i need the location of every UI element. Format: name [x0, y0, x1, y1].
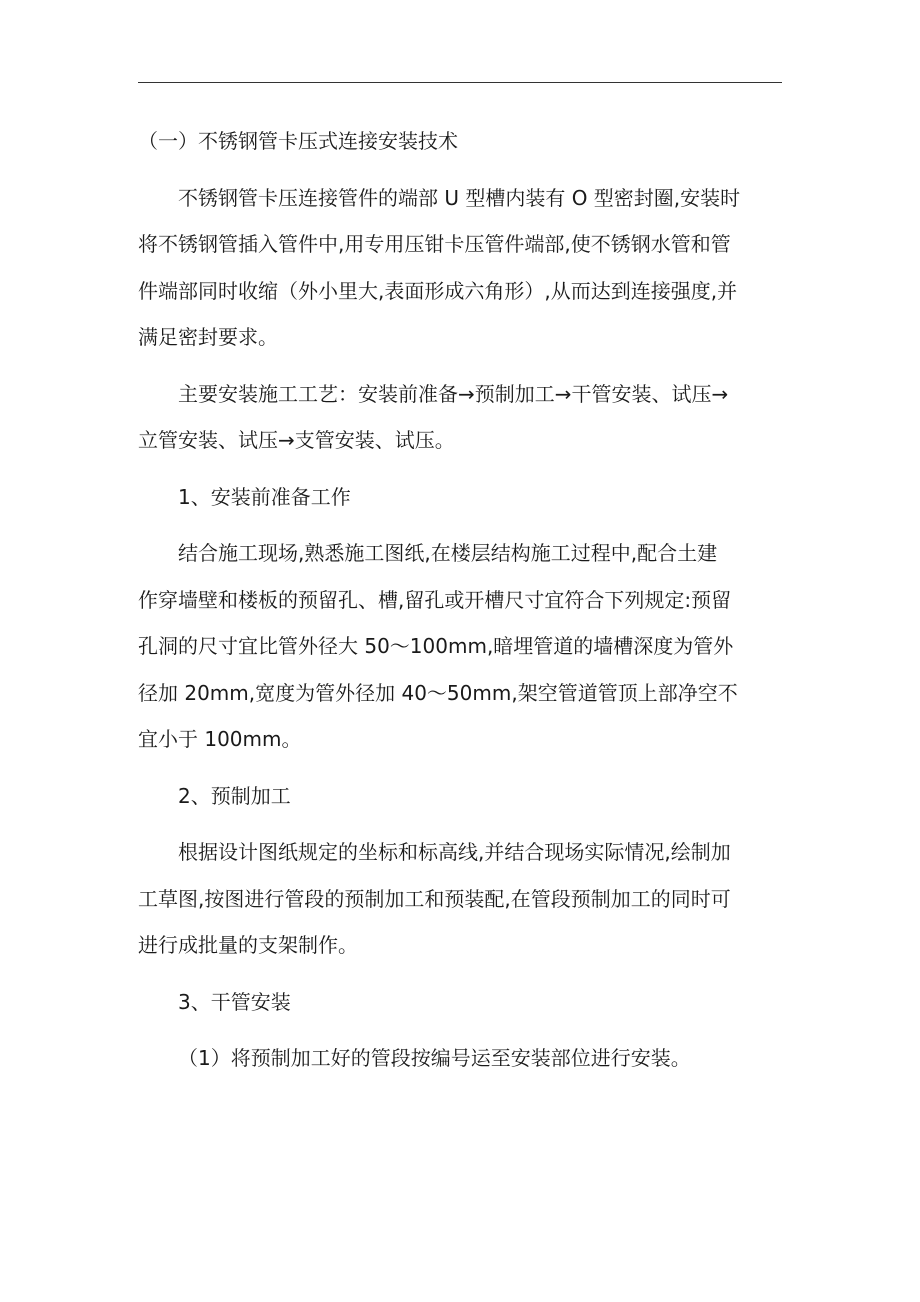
paragraph-line: 进行成批量的支架制作。 — [138, 933, 358, 957]
paragraph-line: 作穿墙壁和楼板的预留孔、槽,留孔或开槽尺寸宜符合下列规定:预留 — [138, 587, 732, 612]
paragraph-line: 件端部同时收缩（外小里大,表面形成六角形）,从而达到连接强度,并 — [138, 278, 738, 303]
document-heading: （一）不锈钢管卡压式连接安装技术 — [138, 129, 458, 153]
paragraph-gap — [138, 819, 786, 829]
paragraph-line: 满足密封要求。 — [138, 325, 278, 349]
paragraph-line: 孔洞的尺寸宜比管外径大 50～100mm,暗埋管道的墙槽深度为管外 — [138, 634, 734, 658]
section-title: 2、预制加工 — [178, 783, 291, 808]
paragraph-line: 立管安装、试压→支管安装、试压。 — [138, 428, 455, 452]
paragraph-line: 宜小于 100mm。 — [138, 727, 302, 751]
paragraph-line: 工草图,按图进行管段的预制加工和预装配,在管段预制加工的同时可 — [138, 886, 731, 911]
document-body — [138, 118, 786, 1082]
header-rule — [138, 82, 782, 83]
section-title: 1、安装前准备工作 — [178, 484, 351, 509]
paragraph-line: 根据设计图纸规定的坐标和标高线,并结合现场实际情况,绘制加 — [178, 840, 731, 864]
paragraph-gap — [138, 361, 786, 371]
paragraph-line: 不锈钢管卡压连接管件的端部 U 型槽内装有 O 型密封圈,安装时 — [178, 185, 741, 210]
paragraph-gap — [138, 464, 786, 474]
paragraph-gap — [138, 969, 786, 979]
paragraph-gap — [138, 1025, 786, 1035]
paragraph-line: 将不锈钢管插入管件中,用专用压钳卡压管件端部,使不锈钢水管和管 — [138, 232, 731, 256]
paragraph-gap — [138, 763, 786, 773]
paragraph-line: 主要安装施工工艺：安装前准备→预制加工→干管安装、试压→ — [178, 381, 729, 406]
section-title: 3、干管安装 — [178, 989, 291, 1014]
paragraph-line: （1）将预制加工好的管段按编号运至安装部位进行安装。 — [178, 1046, 691, 1070]
paragraph-gap — [138, 520, 786, 530]
paragraph-line: 径加 20mm,宽度为管外径加 40～50mm,架空管道管顶上部净空不 — [138, 680, 738, 705]
paragraph-gap — [138, 165, 786, 175]
paragraph-line: 结合施工现场,熟悉施工图纸,在楼层结构施工过程中,配合土建 — [178, 541, 718, 565]
